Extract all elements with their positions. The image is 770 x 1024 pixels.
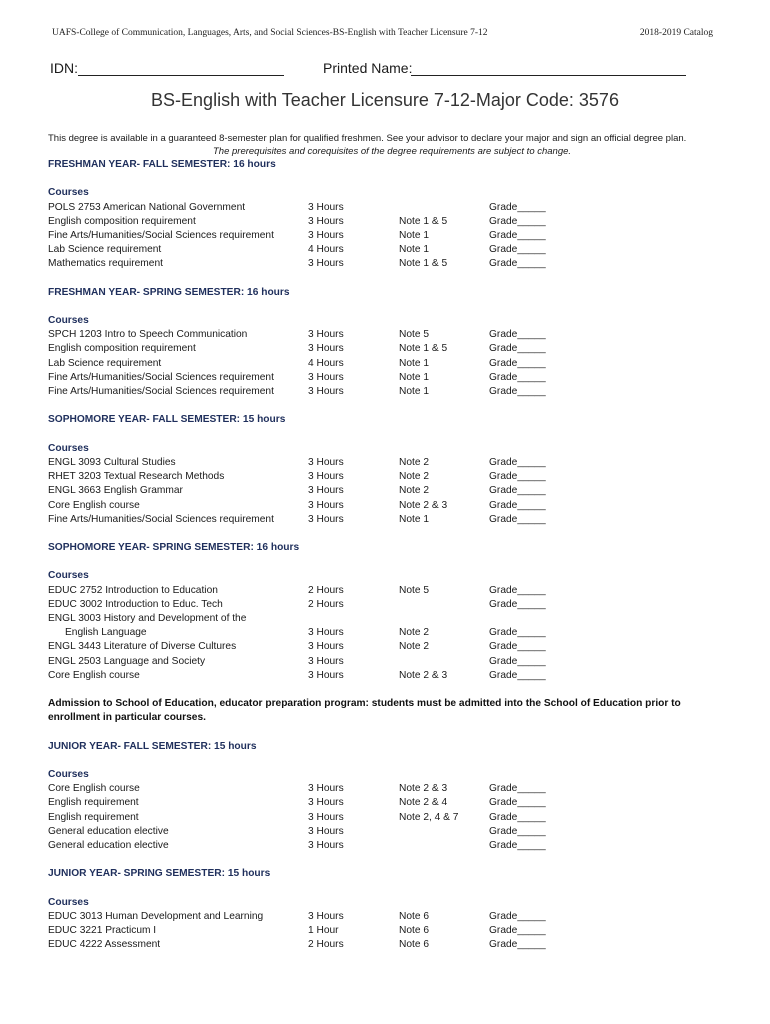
grade-field[interactable]: Grade_____ xyxy=(489,456,546,468)
semester-title: SOPHOMORE YEAR- SPRING SEMESTER: 16 hours xyxy=(48,542,300,554)
id-fields xyxy=(50,60,690,80)
course-row xyxy=(48,640,748,654)
course-row xyxy=(48,456,748,470)
semester-title: FRESHMAN YEAR- FALL SEMESTER: 16 hours xyxy=(48,159,276,170)
course-row xyxy=(48,257,748,271)
course-hours: 2 Hours xyxy=(308,598,344,610)
courses-heading: Courses xyxy=(48,769,89,781)
grade-field[interactable]: Grade_____ xyxy=(489,825,546,837)
course-name: ENGL 3663 English Grammar xyxy=(48,485,183,497)
course-note: Note 1 xyxy=(399,357,430,369)
grade-field[interactable]: Grade_____ xyxy=(489,669,546,681)
course-name: General education elective xyxy=(48,840,169,852)
course-note: Note 2, 4 & 7 xyxy=(399,811,459,823)
course-note: Note 1 xyxy=(399,244,430,256)
course-note: Note 2 & 4 xyxy=(399,797,448,809)
course-name: RHET 3203 Textual Research Methods xyxy=(48,471,225,483)
course-hours: 3 Hours xyxy=(308,797,344,809)
course-row xyxy=(48,470,748,484)
course-hours: 3 Hours xyxy=(308,371,344,383)
catalog-year: 2018-2019 Catalog xyxy=(639,28,713,38)
semester-title: SOPHOMORE YEAR- FALL SEMESTER: 15 hours xyxy=(48,414,286,426)
admission-note: Admission to School of Education, educator preparation program: students must be admitted into the School of Education prior to enrollment in particular courses. xyxy=(48,698,681,724)
course-name: Core English course xyxy=(48,783,140,795)
course-name: Lab Science requirement xyxy=(48,244,162,256)
course-note: Note 5 xyxy=(399,584,430,596)
course-name: EDUC 2752 Introduction to Education xyxy=(48,584,218,596)
course-hours: 3 Hours xyxy=(308,471,344,483)
course-name: ENGL 3093 Cultural Studies xyxy=(48,456,176,468)
grade-field[interactable]: Grade_____ xyxy=(489,371,546,383)
course-name: EDUC 4222 Assessment xyxy=(48,939,161,951)
course-name: EDUC 3221 Practicum I xyxy=(48,925,157,937)
course-name: Fine Arts/Humanities/Social Sciences requirement xyxy=(48,371,274,383)
intro-line-2: The prerequisites and corequisites of the degree requirements are subject to change. xyxy=(213,146,572,157)
course-row xyxy=(48,371,748,385)
course-name: Core English course xyxy=(48,669,140,681)
course-name: English requirement xyxy=(48,797,139,809)
courses-heading: Courses xyxy=(48,187,89,199)
course-note: Note 1 xyxy=(399,229,430,241)
course-row xyxy=(48,342,748,356)
grade-field[interactable]: Grade_____ xyxy=(489,343,546,355)
courses-heading: Courses xyxy=(48,442,89,454)
course-row xyxy=(48,229,748,243)
course-row xyxy=(48,825,748,839)
course-row xyxy=(48,811,748,825)
course-note: Note 2 xyxy=(399,485,430,497)
course-row xyxy=(48,513,748,527)
course-name: EDUC 3013 Human Development and Learning xyxy=(48,910,264,922)
course-hours: 3 Hours xyxy=(308,783,344,795)
course-row xyxy=(48,669,748,683)
course-hours: 4 Hours xyxy=(308,357,344,369)
course-row xyxy=(48,499,748,513)
course-hours: 3 Hours xyxy=(308,840,344,852)
course-note: Note 2 xyxy=(399,471,430,483)
course-note: Note 6 xyxy=(399,939,430,951)
grade-field[interactable]: Grade_____ xyxy=(489,329,546,341)
course-hours: 4 Hours xyxy=(308,244,344,256)
grade-field[interactable]: Grade_____ xyxy=(489,811,546,823)
course-row xyxy=(48,796,748,810)
course-row xyxy=(48,612,748,626)
course-note: Note 2 & 3 xyxy=(399,499,448,511)
course-note: Note 2 xyxy=(399,627,430,639)
course-row xyxy=(48,357,748,371)
grade-field[interactable]: Grade_____ xyxy=(489,215,546,227)
course-hours: 3 Hours xyxy=(308,641,344,653)
course-row xyxy=(48,484,748,498)
course-hours: 3 Hours xyxy=(308,343,344,355)
course-row xyxy=(48,215,748,229)
course-name: English composition requirement xyxy=(48,215,196,227)
course-hours: 3 Hours xyxy=(308,201,344,213)
course-hours: 2 Hours xyxy=(308,584,344,596)
course-hours: 3 Hours xyxy=(308,669,344,681)
course-hours: 3 Hours xyxy=(308,910,344,922)
grade-field[interactable]: Grade_____ xyxy=(489,386,546,397)
course-row xyxy=(48,839,748,853)
courses-heading: Courses xyxy=(48,315,89,327)
course-hours: 3 Hours xyxy=(308,499,344,511)
grade-field[interactable]: Grade_____ xyxy=(489,925,546,937)
course-hours: 3 Hours xyxy=(308,229,344,241)
course-note: Note 2 xyxy=(399,456,430,468)
course-name: English requirement xyxy=(48,811,139,823)
course-note: Note 6 xyxy=(399,925,430,937)
course-name: ENGL 2503 Language and Society xyxy=(48,655,206,667)
course-name: General education elective xyxy=(48,825,169,837)
degree-plan xyxy=(48,158,748,953)
course-name: English composition requirement xyxy=(48,343,196,355)
course-row xyxy=(48,328,748,342)
course-name: English Language xyxy=(65,627,147,639)
semester-title: FRESHMAN YEAR- SPRING SEMESTER: 16 hours xyxy=(48,286,290,298)
courses-heading: Courses xyxy=(48,896,89,908)
course-hours: 3 Hours xyxy=(308,811,344,823)
course-hours: 3 Hours xyxy=(308,456,344,468)
grade-field[interactable]: Grade_____ xyxy=(489,939,546,951)
grade-field[interactable]: Grade_____ xyxy=(489,244,546,256)
grade-field[interactable]: Grade_____ xyxy=(489,584,546,596)
grade-field[interactable]: Grade_____ xyxy=(489,797,546,809)
course-name: SPCH 1203 Intro to Speech Communication xyxy=(48,329,248,341)
course-name: Lab Science requirement xyxy=(48,357,162,369)
course-note: Note 1 xyxy=(399,386,430,397)
printed-name-field[interactable] xyxy=(411,75,686,76)
printed-name-label: Printed Name: xyxy=(323,60,413,76)
grade-field[interactable]: Grade_____ xyxy=(489,627,546,639)
grade-field[interactable]: Grade_____ xyxy=(489,229,546,241)
course-note: Note 1 & 5 xyxy=(399,258,448,270)
grade-field[interactable]: Grade_____ xyxy=(489,485,546,497)
grade-field[interactable]: Grade_____ xyxy=(489,513,546,525)
idn-field[interactable] xyxy=(78,75,284,76)
course-hours: 3 Hours xyxy=(308,258,344,270)
course-note: Note 2 & 3 xyxy=(399,783,448,795)
course-note: Note 1 & 5 xyxy=(399,343,448,355)
course-note: Note 6 xyxy=(399,910,430,922)
course-note: Note 1 & 5 xyxy=(399,215,448,227)
course-row xyxy=(48,938,748,952)
course-note: Note 2 xyxy=(399,641,430,653)
grade-field[interactable]: Grade_____ xyxy=(489,357,546,369)
course-name: Core English course xyxy=(48,499,140,511)
grade-field[interactable]: Grade_____ xyxy=(489,641,546,653)
course-row xyxy=(48,910,748,924)
course-row xyxy=(48,782,748,796)
semester-title: JUNIOR YEAR- FALL SEMESTER: 15 hours xyxy=(48,740,257,752)
course-name: Fine Arts/Humanities/Social Sciences requirement xyxy=(48,513,274,525)
semester-title: JUNIOR YEAR- SPRING SEMESTER: 15 hours xyxy=(48,868,271,880)
course-hours: 3 Hours xyxy=(308,329,344,341)
page-title: BS-English with Teacher Licensure 7-12-Major Code: 3576 xyxy=(151,90,619,110)
course-row xyxy=(48,924,748,938)
intro-line-1: This degree is available in a guaranteed 8-semester plan for qualified freshmen. See your advisor to declare your major and sign an official degree plan. xyxy=(48,133,687,144)
course-name: Fine Arts/Humanities/Social Sciences requirement xyxy=(48,229,274,241)
grade-field[interactable]: Grade_____ xyxy=(489,840,546,852)
idn-label: IDN: xyxy=(50,60,78,76)
course-row xyxy=(48,626,748,640)
course-row xyxy=(48,243,748,257)
grade-field[interactable]: Grade_____ xyxy=(489,499,546,511)
grade-field[interactable]: Grade_____ xyxy=(489,910,546,922)
course-row xyxy=(48,655,748,669)
courses-heading: Courses xyxy=(48,570,89,582)
course-note: Note 1 xyxy=(399,513,430,525)
grade-field[interactable]: Grade_____ xyxy=(489,783,546,795)
course-row xyxy=(48,385,748,399)
course-hours: 3 Hours xyxy=(308,825,344,837)
course-hours: 1 Hour xyxy=(308,925,339,937)
course-hours: 2 Hours xyxy=(308,939,344,951)
intro-text xyxy=(48,133,728,157)
course-name: Mathematics requirement xyxy=(48,258,163,270)
course-hours: 3 Hours xyxy=(308,485,344,497)
course-name: Fine Arts/Humanities/Social Sciences requirement xyxy=(48,386,274,397)
course-hours: 3 Hours xyxy=(308,655,344,667)
course-note: Note 1 xyxy=(399,371,430,383)
course-name: ENGL 3443 Literature of Diverse Cultures xyxy=(48,641,237,653)
grade-field[interactable]: Grade_____ xyxy=(489,598,546,610)
course-name: ENGL 3003 History and Development of the xyxy=(48,613,247,624)
grade-field[interactable]: Grade_____ xyxy=(489,471,546,483)
grade-field[interactable]: Grade_____ xyxy=(489,201,546,213)
course-hours: 3 Hours xyxy=(308,386,344,397)
course-name: POLS 2753 American National Government xyxy=(48,201,246,213)
course-row xyxy=(48,584,748,598)
course-row xyxy=(48,201,748,215)
course-hours: 3 Hours xyxy=(308,513,344,525)
grade-field[interactable]: Grade_____ xyxy=(489,655,546,667)
course-hours: 3 Hours xyxy=(308,627,344,639)
course-note: Note 5 xyxy=(399,329,430,341)
grade-field[interactable]: Grade_____ xyxy=(489,258,546,270)
course-note: Note 2 & 3 xyxy=(399,669,448,681)
course-hours: 3 Hours xyxy=(308,215,344,227)
course-name: EDUC 3002 Introduction to Educ. Tech xyxy=(48,598,223,610)
course-row xyxy=(48,598,748,612)
catalog-header-title: UAFS-College of Communication, Languages, Arts, and Social Sciences-BS-English with Teacher Licensure 7-12 xyxy=(52,28,488,38)
